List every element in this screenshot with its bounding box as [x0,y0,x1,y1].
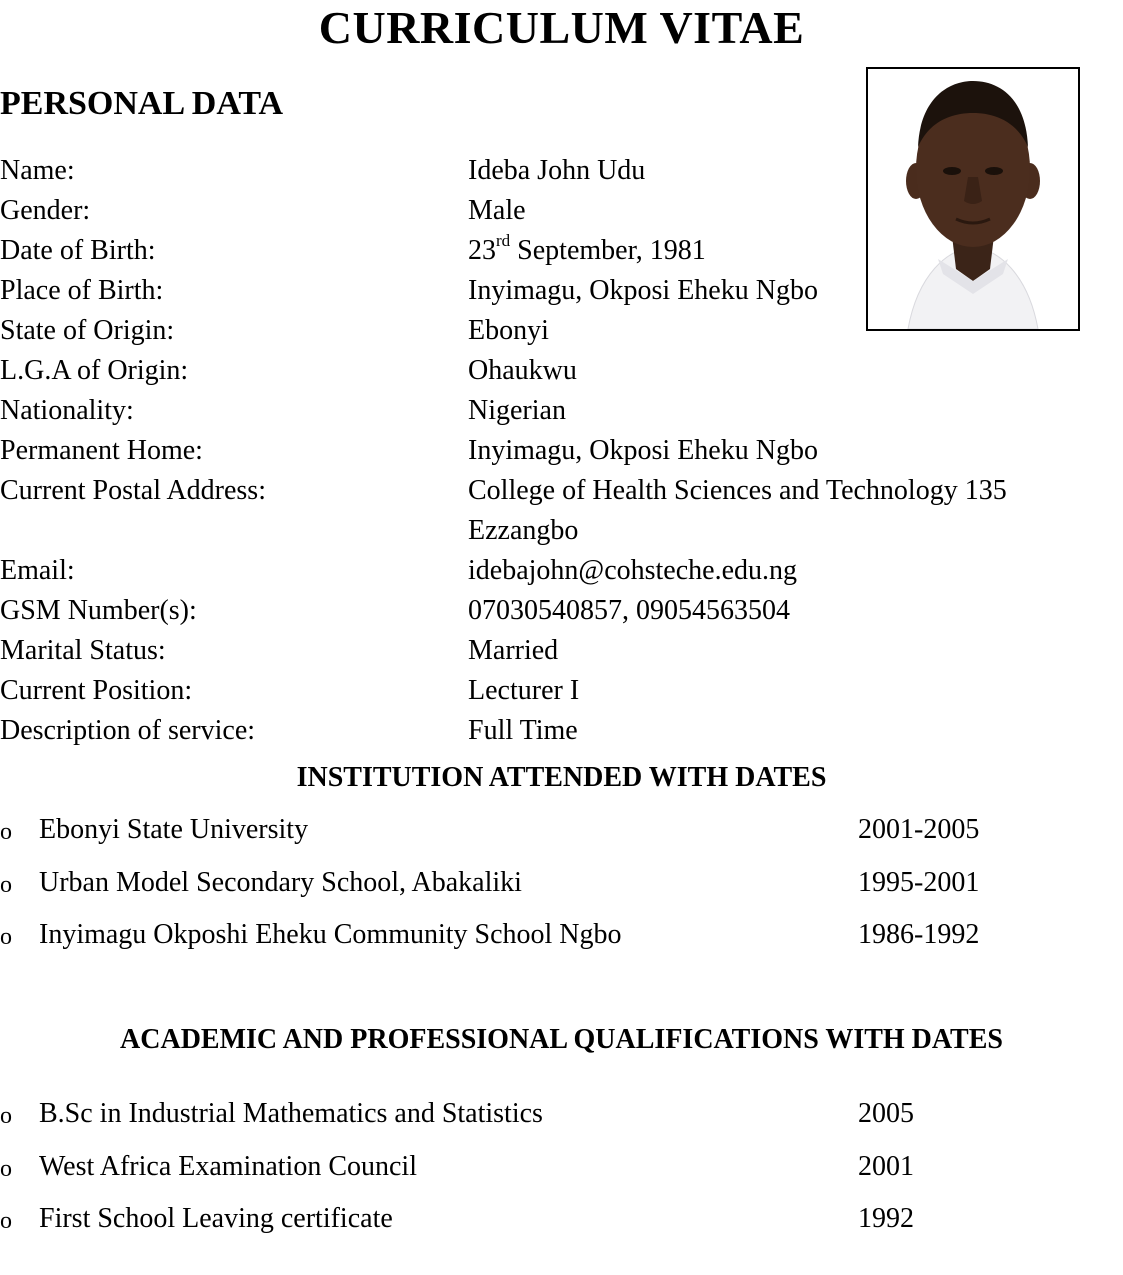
bullet-icon: o [0,871,12,898]
birth-month-year: September, 1981 [517,235,706,266]
field-label: Gender: [0,195,91,226]
institution-name: Inyimagu Okposhi Eheku Community School Ngbo [39,919,622,950]
birth-day: 23 [468,235,496,266]
field-label: Name: [0,155,75,186]
personal-row-date-of-birth [0,231,1123,271]
qualification-date: 2005 [858,1098,914,1129]
bullet-icon: o [0,924,12,950]
field-value: Lecturer I [468,675,580,706]
personal-row-current-position [0,671,1123,711]
field-label: Place of Birth: [0,275,164,306]
personal-row-name [0,151,1123,191]
bullet-icon: o [0,1208,12,1234]
field-label: Email: [0,555,75,586]
institution-dates: 1986-1992 [858,919,980,950]
personal-data-heading: PERSONAL DATA [0,85,284,122]
list-item [0,812,1123,865]
personal-row-description-of-service [0,711,1123,751]
document-title: CURRICULUM VITAE [318,2,805,53]
field-value [468,231,706,271]
list-item [0,1149,1123,1202]
field-label: Nationality: [0,395,134,426]
field-label: L.G.A of Origin: [0,355,189,386]
field-value: Inyimagu, Okposi Eheku Ngbo [468,275,818,306]
qualifications-list [0,1096,1123,1254]
field-value: Inyimagu, Okposi Eheku Ngbo [468,435,818,466]
institution-name: Urban Model Secondary School, Abakaliki [39,866,522,898]
personal-row-place-of-birth [0,271,1123,311]
field-value: College of Health Sciences and Technology 135 Ezzangbo [468,475,1007,546]
institutions-heading: INSTITUTION ATTENDED WITH DATES [296,762,827,793]
personal-row-state-of-origin [0,311,1123,351]
list-item [0,1201,1123,1254]
institution-name: Ebonyi State University [39,814,309,845]
field-label: GSM Number(s): [0,595,197,626]
personal-row-postal-address [0,471,1123,551]
personal-row-marital-status [0,631,1123,671]
personal-row-permanent-home [0,431,1123,471]
qualifications-heading: ACADEMIC AND PROFESSIONAL QUALIFICATIONS WITH DATES [120,1024,1003,1055]
qualification-name: First School Leaving certificate [39,1203,393,1234]
field-value: Ohaukwu [468,355,577,386]
phone-value: 07030540857, 09054563504 [468,595,790,626]
field-value: Nigerian [468,395,566,426]
institutions-list [0,812,1123,970]
field-label: Marital Status: [0,635,166,666]
personal-row-gsm-numbers [0,591,1123,631]
field-value: Full Time [468,715,578,746]
personal-row-lga-of-origin [0,351,1123,391]
institution-dates: 2001-2005 [858,814,980,845]
field-value: Male [468,195,526,226]
field-label: Current Postal Address: [0,475,266,506]
qualification-name: West Africa Examination Council [39,1150,417,1182]
email-value: idebajohn@cohsteche.edu.ng [468,555,798,586]
qualification-date: 1992 [858,1203,914,1234]
institution-dates: 1995-2001 [858,866,980,898]
field-label: Date of Birth: [0,235,156,266]
field-value: Ebonyi [468,315,549,346]
field-label: Current Position: [0,675,193,706]
list-item [0,1096,1123,1149]
field-value: Married [468,635,559,666]
personal-row-email [0,551,1123,591]
field-value: Ideba John Udu [468,155,646,186]
qualification-date: 2001 [858,1150,914,1182]
bullet-icon: o [0,819,12,845]
qualification-name: B.Sc in Industrial Mathematics and Statistics [39,1098,543,1129]
personal-data-table [0,151,1123,751]
field-label: Description of service: [0,715,256,746]
field-label: Permanent Home: [0,435,203,466]
bullet-icon: o [0,1103,12,1129]
personal-row-nationality [0,391,1123,431]
ordinal-suffix: rd [496,230,511,250]
personal-row-gender [0,191,1123,231]
field-label: State of Origin: [0,315,175,346]
bullet-icon: o [0,1155,12,1182]
list-item [0,865,1123,918]
list-item [0,917,1123,970]
